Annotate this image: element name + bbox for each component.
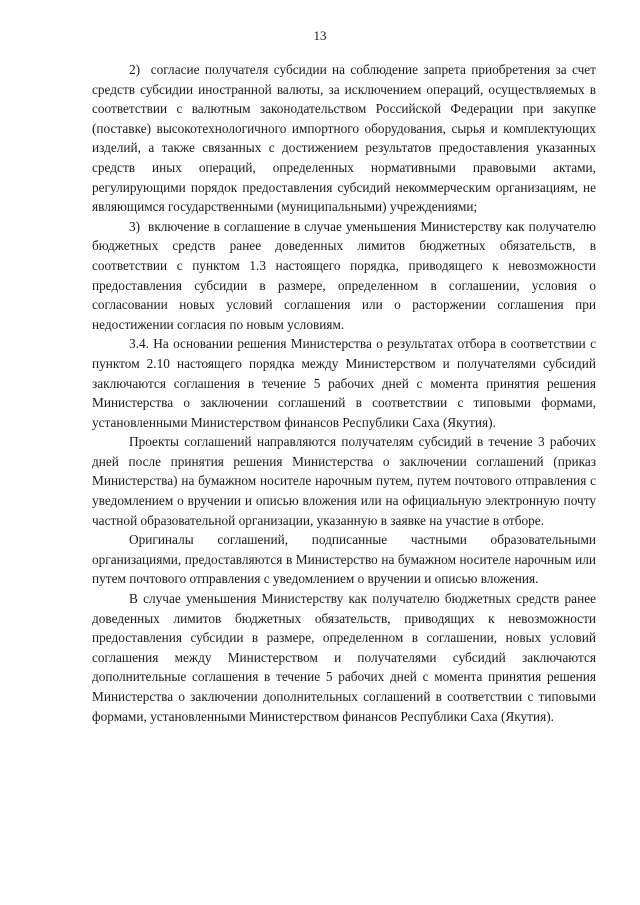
document-body (92, 60, 596, 726)
paragraph-additional-agreements: В случае уменьшения Министерству как получателю бюджетных средств ранее доведенных лимитов бюджетных обязательств, приводящих к невозможности предоставления субсидии в размере, определенном в соглашении, новых условий соглашения между Министерством и получателями субсидий заключаются дополнительные соглашения в течение 5 рабочих дней с момента принятия решения Министерства о заключении дополнительных соглашений в соответствии с типовыми формами, установленными Министерством финансов Республики Саха (Якутия). (92, 591, 596, 724)
paragraph-inclusion-condition: 3) включение в соглашение в случае уменьшения Министерству как получателю бюджетных средств ранее доведенных лимитов бюджетных обязательств, в соответствии с пунктом 1.3 настоящего порядка, приводящего к невозможности предоставления субсидии в размере, определенном в соглашении, условия о согласовании новых условий соглашения или о расторжении соглашения при недостижении согласия по новым условиям. (92, 218, 596, 332)
paragraph-draft-agreements: Проекты соглашений направляются получателям субсидий в течение 3 рабочих дней после принятия решения Министерства о заключении соглашений (приказ Министерства) на бумажном носителе нарочным путем, путем почтового отправления с уведомлением о вручении и описью вложения или на официальную электронную почту частной образовательной организации, указанную в заявке на участие в отборе. (92, 434, 596, 528)
paragraph-section-3-4: 3.4. На основании решения Министерства о результатах отбора в соответствии с пунктом 2.10 настоящего порядка между Министерством и получателями субсидий заключаются соглашения в течение 5 рабочих дней с момента принятия решения Министерства о заключении соглашений в соответствии с типовыми формами, установленными Министерством финансов Республики Саха (Якутия). (92, 336, 596, 430)
page-number: 13 (313, 28, 327, 43)
paragraph-original-agreements: Оригиналы соглашений, подписанные частными образовательными организациями, предоставляются в Министерство на бумажном носителе нарочным или путем почтового отправления с уведомлением о вручении и описью вложения. (92, 532, 596, 587)
paragraph-consent-currency: 2) согласие получателя субсидии на соблюдение запрета приобретения за счет средств субсидии иностранной валюты, за исключением операций, осуществляемых в соответствии с валютным законодательством Российской Федерации при закупке (поставке) высокотехнологичного импортного оборудования, сырья и комплектующих изделий, а также связанных с достижением результатов предоставления указанных средств иных операций, определенных нормативными правовыми актами, регулирующими порядок предоставления субсидий некоммерческим организациям, не являющимся государственными (муниципальными) учреждениями; (92, 62, 596, 215)
